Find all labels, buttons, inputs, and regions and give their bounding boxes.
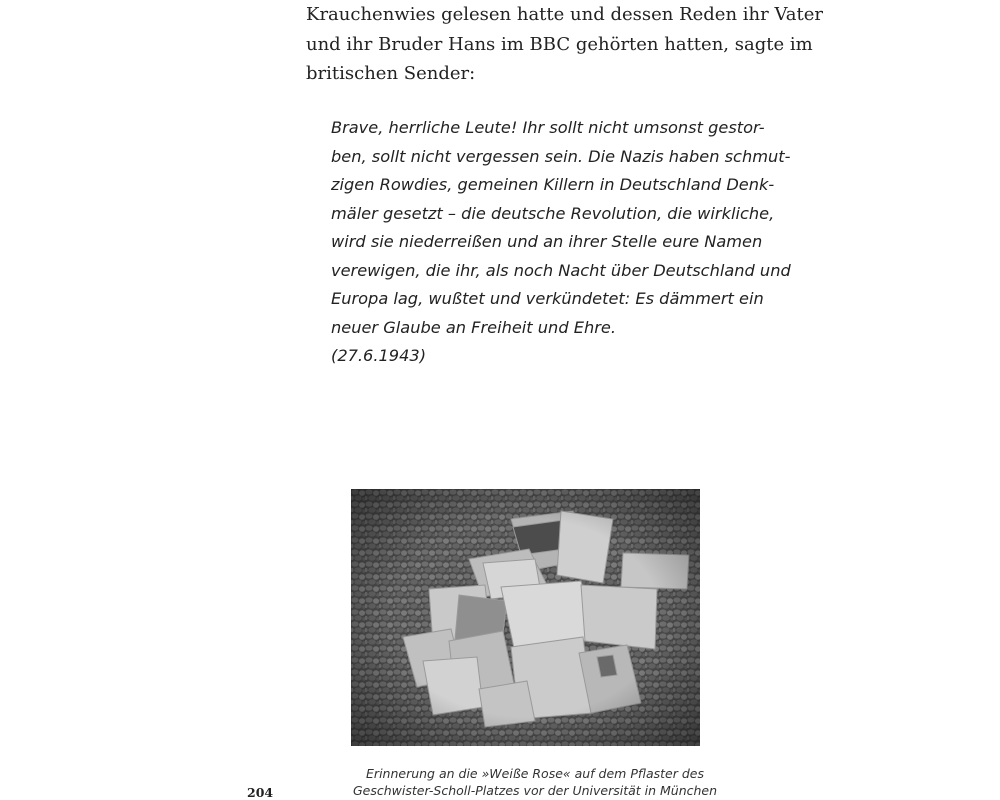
photo-caption	[320, 765, 750, 799]
caption-line: Erinnerung an die »Weiße Rose« auf dem Pflaster des	[366, 766, 704, 781]
caption-line: Geschwister-Scholl-Platzes vor der Universität in München	[352, 783, 718, 798]
quote-line: mäler gesetzt – die deutsche Revolution, die wirkliche,	[331, 203, 775, 223]
quote-line: wird sie niederreißen und an ihrer Stelle eure Namen	[331, 232, 763, 251]
quote-line: Europa lag, wußtet und verkündetet: Es dämmert ein	[331, 289, 764, 308]
body-line: und ihr Bruder Hans im BBC gehörten hatten, sagte im	[306, 33, 813, 55]
quote-date: (27.6.1943)	[331, 346, 427, 365]
quote-line: neuer Glaube an Freiheit und Ehre.	[331, 317, 616, 337]
body-line: Krauchenwies gelesen hatte und dessen Reden ihr Vater	[306, 4, 824, 25]
body-paragraph	[306, 0, 824, 89]
quote-line: zigen Rowdies, gemeinen Killern in Deutschland Denk-	[331, 175, 775, 194]
block-quote	[331, 114, 791, 371]
page-number: 204	[247, 785, 274, 800]
memorial-photo	[351, 489, 700, 746]
quote-line: ben, sollt nicht vergessen sein. Die Nazis haben schmut-	[331, 146, 791, 166]
quote-line: verewigen, die ihr, als noch Nacht über Deutschland und	[331, 260, 791, 280]
body-line: britischen Sender:	[306, 63, 476, 84]
quote-line: Brave, herrliche Leute! Ihr sollt nicht umsonst gestor-	[331, 118, 765, 137]
